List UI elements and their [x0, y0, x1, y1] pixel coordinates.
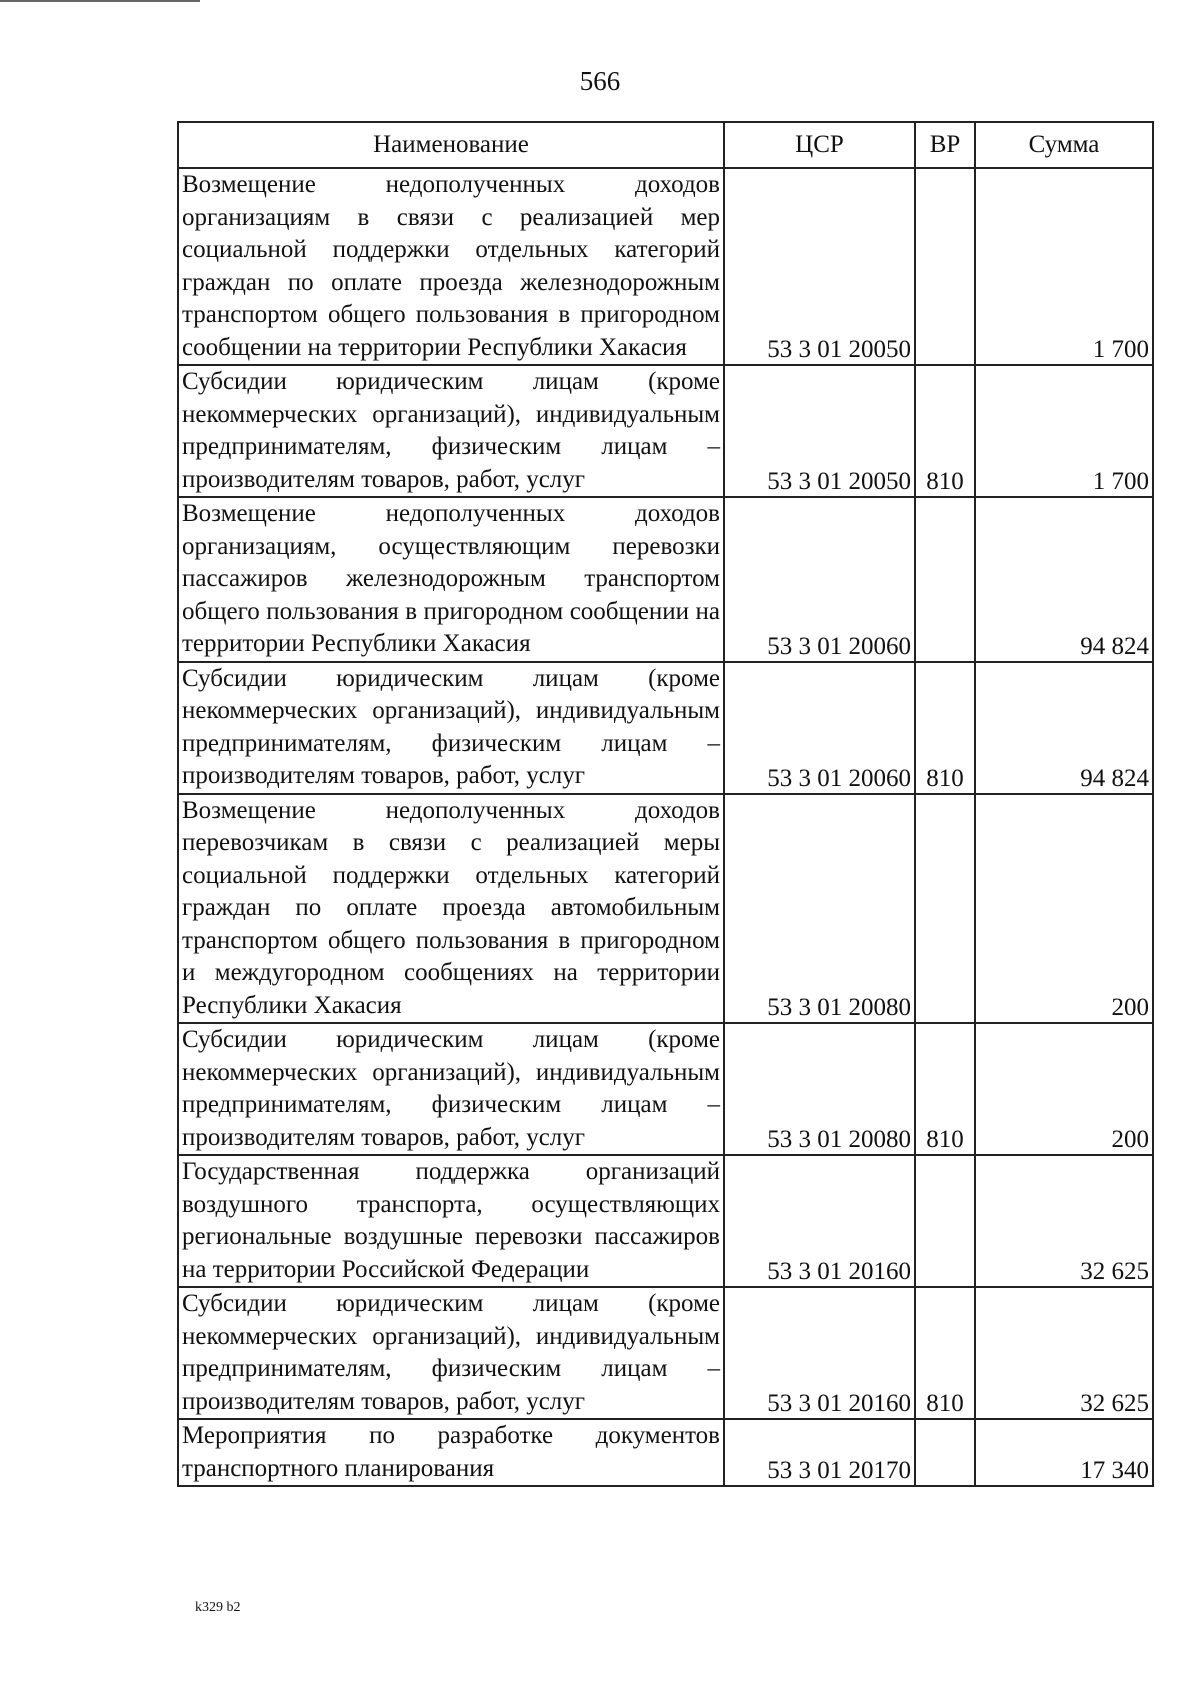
- row-vr: 810: [915, 662, 975, 794]
- row-name: Субсидии юридическим лицам (кроме некоммерческих организаций), индивидуальным предпринимателям, физическим лицам – производителям товаров, работ, услуг: [178, 1023, 724, 1155]
- row-name: Мероприятия по разработке документов транспортного планирования: [178, 1419, 724, 1486]
- row-vr: [915, 1419, 975, 1486]
- header-sum: Сумма: [975, 122, 1153, 168]
- row-sum: 32 625: [975, 1287, 1153, 1419]
- table-row: [178, 1023, 1153, 1155]
- row-vr: 810: [915, 365, 975, 497]
- row-vr: [915, 497, 975, 662]
- row-csr: 53 3 01 20080: [724, 1023, 915, 1155]
- table-row: [178, 794, 1153, 1024]
- row-vr: 810: [915, 1287, 975, 1419]
- page-number: 566: [579, 66, 621, 96]
- row-vr: [915, 168, 975, 365]
- scan-edge-rule: [0, 0, 200, 2]
- row-name: Возмещение недополученных доходов организациям в связи с реализацией мер социальной поддержки отдельных категорий граждан по оплате проезда железнодорожным транспортом общего пользования в пригородном сообщении на территории Республики Хакасия: [178, 168, 724, 365]
- table-header-row: [178, 122, 1153, 168]
- row-sum: 200: [975, 1023, 1153, 1155]
- header-name: Наименование: [178, 122, 724, 168]
- row-vr: 810: [915, 1023, 975, 1155]
- row-csr: 53 3 01 20080: [724, 794, 915, 1024]
- row-name: Субсидии юридическим лицам (кроме некоммерческих организаций), индивидуальным предпринимателям, физическим лицам – производителям товаров, работ, услуг: [178, 365, 724, 497]
- row-sum: 94 824: [975, 497, 1153, 662]
- table-row: [178, 168, 1153, 365]
- row-vr: [915, 1155, 975, 1287]
- row-name: Субсидии юридическим лицам (кроме некоммерческих организаций), индивидуальным предпринимателям, физическим лицам – производителям товаров, работ, услуг: [178, 1287, 724, 1419]
- row-name: Возмещение недополученных доходов перевозчикам в связи с реализацией меры социальной поддержки отдельных категорий граждан по оплате проезда автомобильным транспортом общего пользования в пригородном и междугородном сообщениях на территории Республики Хакасия: [178, 794, 724, 1024]
- table-row: [178, 1287, 1153, 1419]
- row-csr: 53 3 01 20050: [724, 365, 915, 497]
- row-name: Субсидии юридическим лицам (кроме некоммерческих организаций), индивидуальным предпринимателям, физическим лицам – производителям товаров, работ, услуг: [178, 662, 724, 794]
- row-sum: 94 824: [975, 662, 1153, 794]
- table-row: [178, 1419, 1153, 1486]
- table-row: [178, 662, 1153, 794]
- row-name: Возмещение недополученных доходов организациям, осуществляющим перевозки пассажиров железнодорожным транспортом общего пользования в пригородном сообщении на территории Республики Хакасия: [178, 497, 724, 662]
- table-row: [178, 365, 1153, 497]
- row-csr: 53 3 01 20160: [724, 1155, 915, 1287]
- row-csr: 53 3 01 20170: [724, 1419, 915, 1486]
- row-csr: 53 3 01 20160: [724, 1287, 915, 1419]
- row-sum: 1 700: [975, 365, 1153, 497]
- header-csr: ЦСР: [724, 122, 915, 168]
- row-sum: 200: [975, 794, 1153, 1024]
- table-row: [178, 1155, 1153, 1287]
- row-sum: 1 700: [975, 168, 1153, 365]
- row-csr: 53 3 01 20050: [724, 168, 915, 365]
- footer-code: k329 b2: [195, 1600, 241, 1615]
- header-vr: ВР: [915, 122, 975, 168]
- row-csr: 53 3 01 20060: [724, 662, 915, 794]
- budget-table: [177, 121, 1154, 1487]
- row-sum: 32 625: [975, 1155, 1153, 1287]
- row-csr: 53 3 01 20060: [724, 497, 915, 662]
- table-row: [178, 497, 1153, 662]
- row-name: Государственная поддержка организаций воздушного транспорта, осуществляющих региональные воздушные перевозки пассажиров на территории Российской Федерации: [178, 1155, 724, 1287]
- row-sum: 17 340: [975, 1419, 1153, 1486]
- row-vr: [915, 794, 975, 1024]
